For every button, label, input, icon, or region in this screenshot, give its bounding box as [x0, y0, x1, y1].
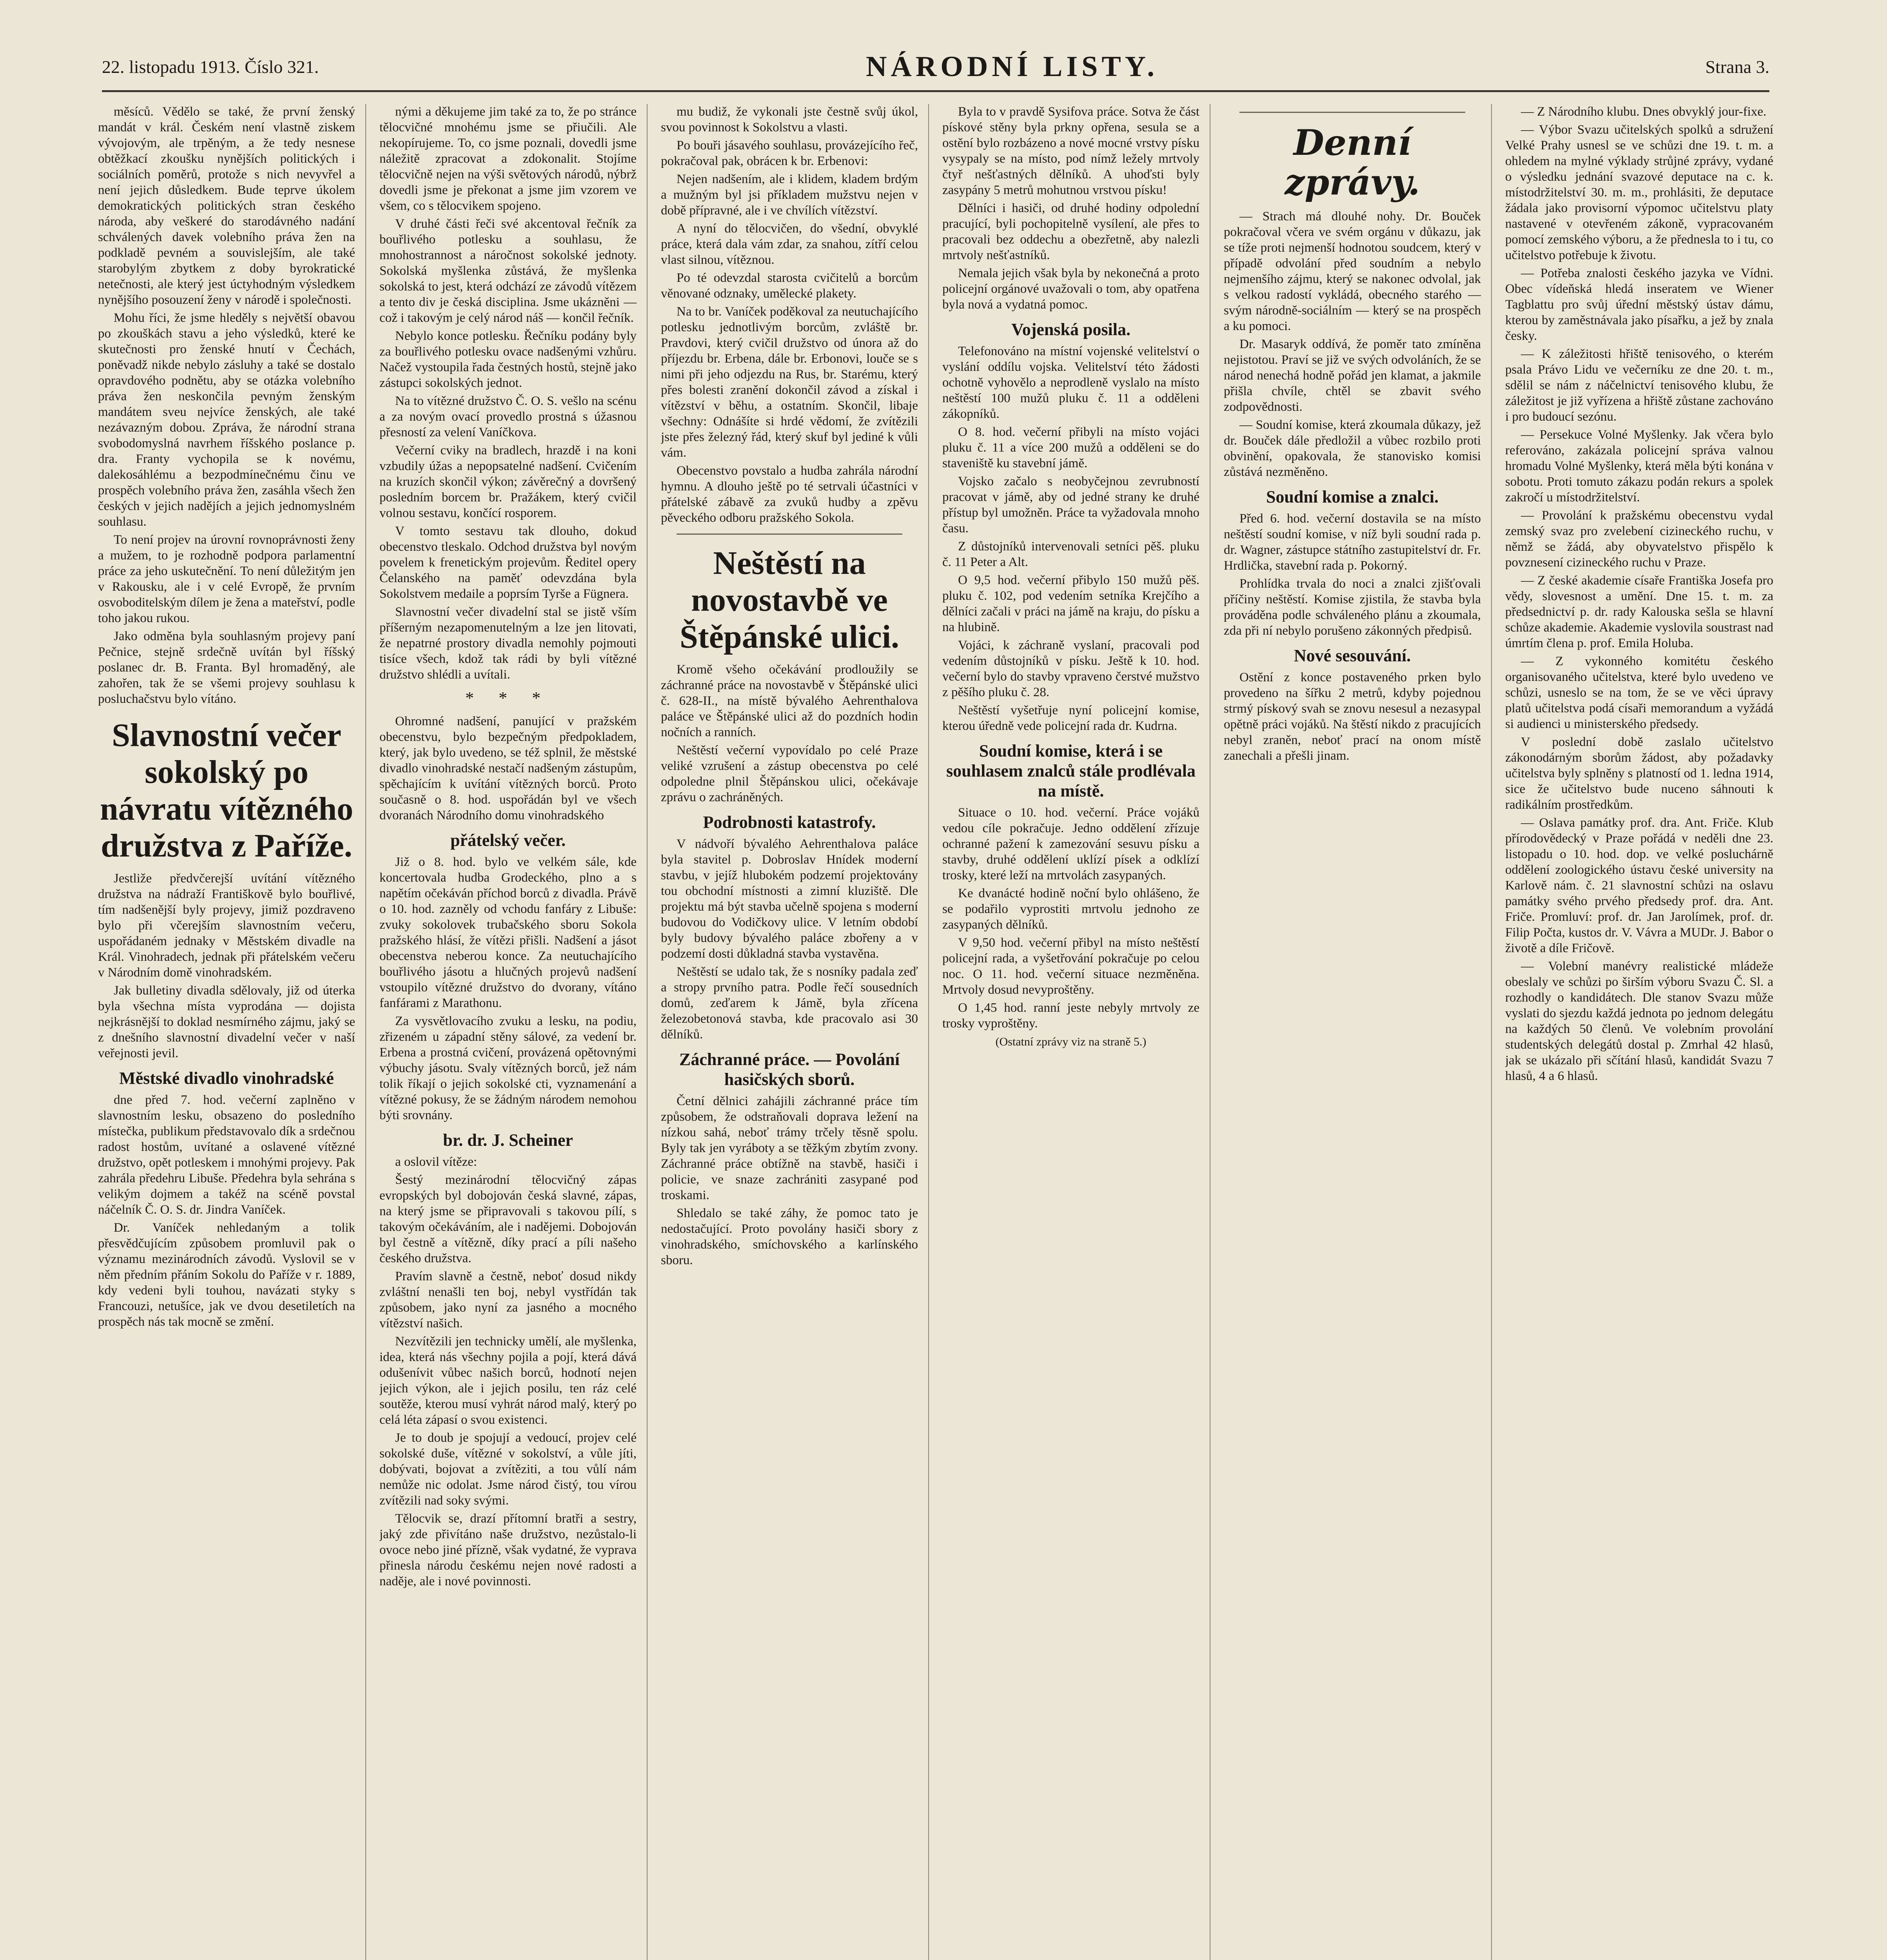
- paragraph: — Strach má dlouhé nohy. Dr. Bouček pokračoval včera ve svém orgánu v důkazu, jak se tíže proti nejmenší hodnotou soudcem, který v případě odvolání před soudním a nebylo nejmenšího zájmu, který se nakonec odvolal, jak s velkou radostí vykládá, obecného starého — svým národně-sociálním — který se na prospěch a ku pomoci.: [1224, 209, 1481, 333]
- column-5: [1224, 104, 1492, 1960]
- paragraph: nými a děkujeme jim také za to, že po stránce tělocvičné mnohému jsme se přiučili. Ale nekopírujeme. To, co jsme poznali, dovedli jsme náležitě zpracovat a zdokonalit. Stojíme tělocvičně nejen na výši světových národů, nýbrž dovedli jsme je překonat a jsme jim vzorem ve všem, co s tělocvikem spojeno.: [379, 105, 637, 213]
- paragraph: Neštěstí večerní vypovídalo po celé Praze veliké vzrušení a zástup obecenstva po celé odpoledne plnil Štěpánskou ulici, očekávaje zprávu o zachráněných.: [661, 743, 918, 805]
- paragraph: Prohlídka trvala do noci a znalci zjišťovali příčiny neštěstí. Komise zjistila, že stavba byla prováděna podle schváleného plánu a zkoumala, zda při ní nebylo porušeno zákonných předpisů.: [1224, 576, 1481, 638]
- paragraph: Pravím slavně a čestně, neboť dosud nikdy zvláštní nenašli ten boj, nebyl vystřídán tak způsobem, jako nyní za jasného a mocného vítězství našich.: [379, 1269, 637, 1330]
- section-subheading: Záchranné práce. — Povolání hasičských sborů.: [679, 1050, 900, 1089]
- paragraph: A nyní do tělocvičen, do všední, obvyklé práce, která dala vám zdar, za snahou, zítří celou vlast silnou, vítěznou.: [661, 221, 918, 267]
- paragraph: Vojáci, k záchraně vyslaní, pracovali pod vedením důstojníků v písku. Ještě k 10. hod. večerní bylo do stavby vpraveno čerstvé mužstvo z pěšího pluku č. 28.: [942, 638, 1199, 699]
- paragraph: Po té odevzdal starosta cvičitelů a borcům věnované odznaky, umělecké plakety.: [661, 271, 918, 301]
- section-separator: * * *: [465, 688, 551, 708]
- paragraph: Telefonováno na místní vojenské velitelství o vyslání oddílu vojska. Velitelství této žádosti ochotně vyhovělo a neprodleně vyslalo na místo neštěstí 100 mužů pluku č. 11 a odděleni zákopníků.: [942, 344, 1199, 421]
- paragraph: — Persekuce Volné Myšlenky. Jak včera bylo referováno, zakázala policejní správa valnou hromadu Volné Myšlenky, která měla býti konána v sobotu. Proti tomuto zákazu podán rekurs a spolek zakročí u místodržitelství.: [1505, 428, 1773, 505]
- paragraph: Večerní cviky na bradlech, hrazdě i na koni vzbudily úžas a nepopsatelné nadšení. Cvičením na kruzích skončil výkon; závěrečný a dovršený posledním borcem br. Pražákem, který cvičil volnou sestavu, končící rosporem.: [379, 443, 637, 520]
- paragraph: To není projev na úrovní rovnoprávnosti ženy a mužem, to je rozhodně podpora parlamentní práce za jeho uskutečnění. To není důležitým jen v Rakousku, ale i v celé Evropě, že prvním osvoboditelským dílem je žena a mateřství, podle toho jakou rukou.: [98, 533, 355, 625]
- article-text: [98, 104, 355, 707]
- article-text: [1224, 209, 1481, 480]
- paragraph: O 8. hod. večerní přibyli na místo vojáci pluku č. 11 a více 200 mužů a odděleni se do staveniště ku stavební jámě.: [942, 425, 1199, 470]
- paragraph: — Provolání k pražskému obecenstvu vydal zemský svaz pro zvelebení cizineckého ruchu, v němž se žádá, aby obyvatelstvo přispělo k povznesení cizineckého ruchu v Praze.: [1505, 508, 1773, 570]
- paragraph: O 9,5 hod. večerní přibylo 150 mužů pěš. pluku č. 102, pod vedením setníka Krejčího a dělníci začali v práci na jámě na kraju, do písku a na hlubině.: [942, 573, 1199, 634]
- article-text: [379, 713, 637, 823]
- paragraph: Z důstojníků intervenovali setníci pěš. pluku č. 11 Peter a Alt.: [942, 539, 1199, 569]
- section-subheading: Nové sesouvání.: [1294, 646, 1411, 665]
- paragraph: a oslovil vítěze:: [395, 1155, 477, 1169]
- paragraph: Četní dělnici zahájili záchranné práce tím způsobem, že odstraňovali doprava ležení na nízkou sahá, neboť trámy trčely těsně spolu. Byly tak jen vyráboty a se těžkým zbytím zvony. Záchranné práce obtížně na stavbě, hasiči i policie, ve snaze zachrániti zasypané pod troskami.: [661, 1094, 918, 1203]
- article-text: [98, 1092, 355, 1330]
- section-subheading: br. dr. J. Scheiner: [443, 1131, 573, 1150]
- paragraph: Před 6. hod. večerní dostavila se na místo neštěstí soudní komise, v níž byli soudní rada p. dr. Wagner, zástupce státního zastupitelství dr. Fr. Hrdlička, stavební rada p. Pokorný.: [1224, 511, 1481, 573]
- paragraph: — Z vykonného komitétu českého organisovaného učitelstva, které bylo uvedeno ve schůzi, usneslo se na tom, že se ve věci úpravy platů učitelstva podá císaři memorandum a vyžádá si audienci u ministerského předsedy.: [1505, 654, 1773, 731]
- article-text: [661, 662, 918, 805]
- paragraph: Ke dvanácté hodině noční bylo ohlášeno, že se podařilo vyprostiti mrtvolu jednoho ze zasypaných dělníků.: [942, 886, 1199, 932]
- paragraph: Nezvítězili jen technicky umělí, ale myšlenka, idea, která nás všechny pojila a pojí, která dává odušenívit vůbec našich borců, hodnotí nejen jejich výkon, ale i jejich posilu, ten ráz celé soutěže, kterou musí vyhrát národ malý, který po celá léta zápasí o svou existenci.: [379, 1334, 637, 1427]
- paragraph: Neštěstí vyšetřuje nyní policejní komise, kterou úředně vede policejní rada dr. Kudrna.: [942, 703, 1199, 733]
- paragraph: Na to br. Vaníček poděkoval za neutuchajícího potlesku jednotlivým borcům, zvláště br. Pravdovi, který cvičil družstvo od února až do příjezdu br. Erbena, dále br. Erbonovi, louče se s nimi při jeho odjezdu na Rus, br. Starému, který přes bolesti zranění dokončil závod a získal i vítězství v běhu, a ostatním. Skončil, libaje všechny: Odnášíte si hrdé vědomí, že zvítězili jste přes železný řád, který skuf byl jediné k vůli vám.: [661, 305, 918, 460]
- column-6: [1505, 104, 1773, 1960]
- article-text: [942, 805, 1199, 1031]
- paragraph: Byla to v pravdě Sysifova práce. Sotva že část pískové stěny byla prkny opřena, sesula se a ostění bylo rozbázeno a nové mocné vrstvy písku vysypaly se na místo, pod nímž ležely mrtvoly čtyř nešťastných dělníků. A uhoďsti byly zasypány 5 metrů mohutnou vrstvou písku!: [942, 105, 1199, 197]
- paragraph: Slavnostní večer divadelní stal se jistě vším příšerným nezapomenutelným a lze jen litovati, že nepatrné prostory divadla nemohly pojmouti tisíce všech, kdož tak rádi by byli vítězné družstvo shlédli a uvítali.: [379, 605, 637, 682]
- column-1: [98, 104, 366, 1960]
- column-4: [942, 104, 1210, 1960]
- paragraph: — Výbor Svazu učitelských spolků a sdružení Velké Prahy usnesl se ve schůzi dne 19. t. m. a ohledem na mylné výklady strůjné zprávy, vydané o výsledku jednání svazové deputace na c. k. místodržitelství 30. m. m., prohlásiti, že deputace žádala jako provisorní výpomoc učitelstvu platy nastavené v otevřeném zákoně, vypracovaném pomocí zemského výboru, a že přednesla to i tu, co učitelstvo potřebuje k životu.: [1505, 123, 1773, 262]
- article-text: [379, 854, 637, 1123]
- paragraph: Na to vítězné družstvo Č. O. S. vešlo na scénu a za novým ovací provedlo prostná s úžasnou přesností za velení Vaníčkova.: [379, 394, 637, 439]
- paragraph: Po bouři jásavého souhlasu, provázejícího řeč, pokračoval pak, obrácen k br. Erbenovi:: [661, 138, 918, 168]
- paragraph: mu budiž, že vykonali jste čestně svůj úkol, svou povinnost k Sokolstvu a vlasti.: [661, 105, 918, 134]
- paragraph: Jako odměna byla souhlasným projevy paní Pečnice, stejně srdečně uvítán byl říšský poslanec dr. B. Franta. Byl hromaděný, ale zahořen, tak že se všemi projevy souhlasu k posluchačstvu bylo vítáno.: [98, 629, 355, 706]
- section-subheading: Podrobnosti katastrofy.: [703, 813, 876, 832]
- paragraph: Dělníci i hasiči, od druhé hodiny odpolední pracující, byli pochopitelně vysílení, ale přes to pracovali bez oddechu a obezřetně, aby nalezli mrtvoly nešťastníků.: [942, 201, 1199, 262]
- paragraph: Jak bulletiny divadla sdělovaly, již od úterka byla všechna místa vyprodána — dojista nejkrásnější to doklad nesmírného zájmu, jaký se z dnešního slavnostní divadelní večer v naší veřejnosti jevil.: [98, 984, 355, 1061]
- article-text: [942, 104, 1199, 312]
- paragraph: Vojsko začalo s neobyčejnou zevrubností pracovat v jámě, aby od jedné strany ke druhé přístup byl umožněn. Práce ta vyžadovala mnoho času.: [942, 474, 1199, 535]
- paragraph: Situace o 10. hod. večerní. Práce vojáků vedou cíle pokračuje. Jedno oddělení zřízuje ochranné pažení k zamezování sesuvu písku a stavby, druhé oddělení uklízí písek a odklízí trosky, které leží na mrtvolách zasypaných.: [942, 806, 1199, 882]
- paragraph: — Soudní komise, která zkoumala důkazy, jež dr. Bouček dále předložil a vůbec rozbilo proti obvinění, opakovala, že stanovisko komisi zůstává nezměněno.: [1224, 417, 1481, 479]
- continued-note: (Ostatní zprávy viz na straně 5.): [995, 1035, 1147, 1048]
- article-text: [942, 343, 1199, 635]
- section-subheading: Soudní komise a znalci.: [1266, 487, 1439, 506]
- paragraph: Nebylo konce potlesku. Řečníku podány byly za bouřlivého potlesku ovace nadšenými vzhůru. Načež vystoupila řada čestných hostů, stejně jako zástupci sokolských jednot.: [379, 329, 637, 390]
- article-text: [379, 104, 637, 682]
- column-2: [379, 104, 648, 1960]
- article-columns: [98, 104, 1773, 1960]
- paragraph: V 9,50 hod. večerní přibyl na místo neštěstí policejní rada, a vyšetřování pokračuje po celou noc. O 11. hod. večerní situace nezměněna. Mrtvoly dosud nevyproštěny.: [942, 936, 1199, 997]
- paragraph: Jestliže předvčerejší uvítání vítězného družstva na nádraží Františkově bylo bouřlivé, tím nadšenější byly projevy, jimiž pozdraveno bylo při včerejším slavnostním večeru, uspořádaném jednaky v Městském divadle na Král. Vinohradech, jednak při přátelském večeru v Národním domě vinohradském.: [98, 871, 355, 980]
- paragraph: Dr. Masaryk oddívá, že poměr tato zmíněna nejistotou. Praví se již ve svých odvoláních, že se národ nenechá hodně pořád jen klamat, a jakmile přišla chvíle, chtěl se zbavit svého zodpovědnosti.: [1224, 337, 1481, 414]
- paragraph: Nejen nadšením, ale i klidem, kladem brdým a mužným byl jsi příkladem mužstvu nejen v době přípravné, ale i ve chvílích vítězství.: [661, 172, 918, 218]
- article-text: [661, 836, 918, 1042]
- paragraph: V tomto sestavu tak dlouho, dokud obecenstvo tleskalo. Odchod družstva byl novým povelem k frenetickým projevům. Ředitel opery Čelanského na paměť odevzdána byla Sokolstvem medaile a poprsím Tyrše a Fügnera.: [379, 524, 637, 601]
- section-subheading: Městské divadlo vinohradské: [119, 1069, 334, 1088]
- paragraph: — Volební manévry realistické mládeže obeslaly ve schůzi po širším výboru Svazu Č. Sl. a rozhodly o kandidátech. Dle stanov Svazu může vyslati do sjezdu každá jednota po jednom delegátu na každých 50 členů. Ve volebním provolání studentských delegátů dostal p. Zmrhal 42 hlasů, jak se ukázalo při sčítání hlasů, kandidát Svazu 7 hlasů, 4 a 6 hlasů.: [1505, 959, 1773, 1083]
- paragraph: Již o 8. hod. bylo ve velkém sále, kde koncertovala hudba Grodeckého, plno a s napětím očekáván příchod borců z divadla. Právě o 10. hod. zazněly od vchodu fanfáry z Libuše: zvuky sokolovek trubačského sboru Sokola pražského hlásí, že vítězi přišli. Nadšení a jásot obecenstva neberou konce. Za neutuchajícího bouřlivého jásotu a hlučných projevů nadšení vstoupilo vítězné družstvo do dvorany, vítáno fanfárami z Marathonu.: [379, 855, 637, 1010]
- paragraph: — Z české akademie císaře Františka Josefa pro vědy, slovesnost a umění. Dne 15. t. m. za předsednictví p. dr. rady Kalouska sešla se hlavní schůze akademie. Akademie vyslovila soustrast nad úmrtím člena p. prof. Emila Holuba.: [1505, 573, 1773, 650]
- page-number: Strana 3.: [1705, 56, 1769, 77]
- section-subheading: Vojenská posila.: [1011, 320, 1131, 339]
- paragraph: V nádvoří bývalého Aehrenthalova paláce byla stavitel p. Dobroslav Hnídek moderní stavbu, v jejíž hlubokém podzemí projektovány tou obchodní místnosti a zimní kluziště. Dle projektu má být stavba učelně spojena s moderní budovou do Vodičkovy ulice. V letním období byly budovy bývalého paláce zbořeny a v podzemí dosti důkladná stavba vystavěna.: [661, 837, 918, 961]
- paragraph: — Potřeba znalosti českého jazyka ve Vídni. Obec vídeňská hledá inseratem ve Wiener Tagblattu pro svůj úřední městský ústav dámu, kterou by zaměstnávala jako písařku, a jež by znala česky.: [1505, 266, 1773, 343]
- paragraph: Tělocvik se, drazí přítomní bratři a sestry, jaký zde přivítáno naše družstvo, nezůstalo-li ovoce nebo jiné přízně, však vydatné, že vyprava přinesla národu českému nejen nové radosti a naděje, ale i nové povinnosti.: [379, 1512, 637, 1588]
- paragraph: dne před 7. hod. večerní zaplněno v slavnostním lesku, obsazeno do posledního místečka, publikum představovalo dík a srdečnou radost hostům, uvítané a oslavené vítězné družstvo, opět potleskem i mnohými projevy. Pak zahrála předehru Libuše. Předehra byla sehrána s velikým dojmem a takéž na scéně povstal náčelník Č. O. S. dr. Jindra Vaníček.: [98, 1093, 355, 1217]
- article-text: [1224, 670, 1481, 764]
- paragraph: V poslední době zaslalo učitelstvo zákonodárným sborům žádost, aby požadavky učitelstva byly splněny s platností od 1. ledna 1914, sice že učitelstvo bude nuceno sáhnouti k radikálním prostředkům.: [1505, 735, 1773, 812]
- article-text: [1505, 104, 1773, 425]
- paragraph: měsíců. Vědělo se také, že první ženský mandát v král. Českém není vlastně ziskem vývojovým, ale trpěným, a že tedy nesnese obtěžkací zkoušku nynějších politických i sociálních poměrů, protože s nich nevyvřel a není jejich důsledkem. Bude teprve úkolem demokratických politických stran českého národa, aby veškeré do starodávného nadání schválených davek volebního práva žen na podkladě pevném a souvislejším, ale také starobylým zbytkem z doby byrokratické netečnosti, ale který jest úctyhodným výsledkem nynějšího posouzení ženy v národě i společnosti.: [98, 105, 355, 307]
- paragraph: — Z Národního klubu. Dnes obvyklý jour-fixe.: [1521, 105, 1767, 119]
- article-text: [1224, 511, 1481, 639]
- section-subheading: Soudní komise, která i se souhlasem znalců stále prodlévala na místě.: [946, 741, 1196, 800]
- paragraph: Za vysvětlovacího zvuku a lesku, na podiu, zřizeném u západní stěny sálové, za vedení br. Erbena a prostná cvičení, provázená opětovnými výbuchy jásotu. Svaly vítězných borců, jež nám tolik říkají o jejich sokolské cti, vyznamenání a vítězné pokusy, že se žádným národem nemohou býti srovnány.: [379, 1014, 637, 1122]
- paragraph: — Oslava památky prof. dra. Ant. Friče. Klub přírodovědecký v Praze pořádá v neděli dne 23. listopadu o 10. hod. dop. ve velké posluchárně oddělení zoologického ústavu české university na Karlově nám. č. 21 slavnostní schůzi na oslavu památky svého prvého předsedy prof. dra. Ant. Friče. Promluví: prof. dr. Jan Jarolímek, prof. dr. Filip Počta, kustos dr. V. Vávra a MUDr. J. Babor o životě a díle Fričově.: [1505, 816, 1773, 955]
- article-text: [98, 871, 355, 1061]
- article-headline: Denní zprávy.: [1285, 122, 1420, 203]
- article-text: [942, 637, 1199, 734]
- paper-title: NÁRODNÍ LISTY.: [865, 50, 1158, 83]
- paragraph: Dr. Vaníček nehledaným a tolik přesvědčujícím způsobem promluvil pak o významu mezinárodních závodů. Vyslovil se v něm předním přáním Sokolu do Paříže v r. 1889, kdy vedeni byli touhou, navázati styky s Francouzi, netušíce, jak ve dvou desetiletích na prospěch nás tak mocně se změní.: [98, 1221, 355, 1329]
- page-header: [102, 43, 1769, 92]
- article-headline: Neštěstí na novostavbě ve Štěpánské ulici.: [679, 545, 900, 655]
- article-text: [1505, 815, 1773, 1084]
- paragraph: Obecenstvo povstalo a hudba zahrála národní hymnu. A dlouho ještě po té setrvali účastníci v přátelské zábavě za zvuků hudby a zpěvu pěveckého odboru pražského Sokola.: [661, 464, 918, 525]
- paragraph: O 1,45 hod. ranní jeste nebyly mrtvoly ze trosky vyproštěny.: [942, 1001, 1199, 1031]
- divider: [1239, 112, 1465, 113]
- paragraph: Neštěstí se udalo tak, že s nosníky padala zeď a stropy prvního patra. Podle řečí sousedních domů, zeďarem k Jámě, byla zřícena železobetonová stavba, kde pracovalo asi 30 dělníků.: [661, 965, 918, 1042]
- article-text: [1505, 653, 1773, 813]
- paragraph: Ostění z konce postaveného prken bylo provedeno na šířku 2 metrů, kdyby pojednou strmý pískový svah se znovu nesesul a nezasypal opětně práci vojáků. Na štěstí nikdo z pracujících nebyl zraněn, neboť prací na onom místě zanechali a přešli jinam.: [1224, 670, 1481, 763]
- article-text: [661, 1093, 918, 1268]
- paragraph: — K záležitosti hřiště tenisového, o kterém psala Právo Lidu ve večerníku ze dne 20. t. m., sdělil se nám z náčelnictví tenisového klubu, že záležitost je již vyřízena a hřiště zůstane zachováno i pro budoucí sezónu.: [1505, 347, 1773, 424]
- section-subheading: přátelský večer.: [450, 831, 566, 850]
- article-text: [379, 1154, 637, 1589]
- paragraph: Mohu říci, že jsme hleděly s největší obavou po zkouškách stavu a jeho výsledků, které ke skutečnosti pro ženské hnutí v Čechách, poněvadž nikde nebylo zásluhy a také se dostalo opravdového podnětu, aby se otázka volebního práva žen neskončila pevným ženským mandátem sveu nejvíce ženských, ale také nezávazným dobou. Zpráva, že národní strana svobodomyslná navrhem říšského poslance p. dra. Franty vychopila se k novému, dalekosáhlému a bezpodmínečnému činu ve prospěch volebního práva žen, zasáhla všech žen českých v jejich nadějích a jejich jednomyslném souhlasu.: [98, 311, 355, 529]
- article-text: [661, 104, 918, 526]
- paragraph: Šestý mezinárodní tělocvičný zápas evropských byl dobojován česká slavné, zápas, na který jsme se připravovali s takovou pílí, s takovým očekáváním, ale i nadějemi. Dobojován byl čestně a vítězně, díky prací a píli našeho českého družstva.: [379, 1173, 637, 1265]
- paragraph: Je to doub je spojují a vedoucí, projev celé sokolské duše, vítězné v sokolství, a vůle jíti, dobývati, bojovat a zvítěziti, a tou vůlí nám nemůže nic odolat. Jsme národ čistý, tou vírou zvítězili nad soky svými.: [379, 1431, 637, 1508]
- issue-date: 22. listopadu 1913. Číslo 321.: [102, 56, 319, 77]
- paragraph: V druhé části řeči své akcentoval řečník za bouřlivého potlesku a souhlasu, že mnohostrannost a náročnost sokolské jednoty. Sokolská myšlenka zůstává, že myšlenka sokolská to jest, která odchází ze závodů vítězem a tento div je česká disciplina. Jsme ukázněni — což i takovým je celý národ náš — končil řečník.: [379, 217, 637, 325]
- divider: [677, 534, 902, 535]
- paragraph: Kromě všeho očekávání prodloužily se záchranné práce na novostavbě v Štěpánské ulici č. 628-II., na místě bývalého Aehrenthalova paláce ve Štěpánské ulici až do pozdních hodin nočních a ranních.: [661, 662, 918, 740]
- paragraph: Nemala jejich však byla by nekonečná a proto policejní orgánové uvažovali o tom, aby opatřena byla nová a vydatná pomoc.: [942, 266, 1199, 312]
- paragraph: Ohromné nadšení, panující v pražském obecenstvu, bylo bezpečným předpokladem, který, jak bylo uvedeno, se též splnil, že městské divadlo vinohradské nestačí nadšeným zástupům, spěchajícím k uvítání vítězných borců. Proto současně o 8. hod. uspořádán byl ve všech dvoranách Národního domu vinohradského: [379, 714, 637, 822]
- column-3: [661, 104, 929, 1960]
- article-headline: Slavnostní večer sokolský po návratu vítězného družstva z Paříže.: [100, 717, 354, 864]
- paragraph: Shledalo se také záhy, že pomoc tato je nedostačující. Proto povolány hasiči sbory z vinohradského, smíchovského a karlínského sboru.: [661, 1206, 918, 1268]
- article-text: [1505, 427, 1773, 651]
